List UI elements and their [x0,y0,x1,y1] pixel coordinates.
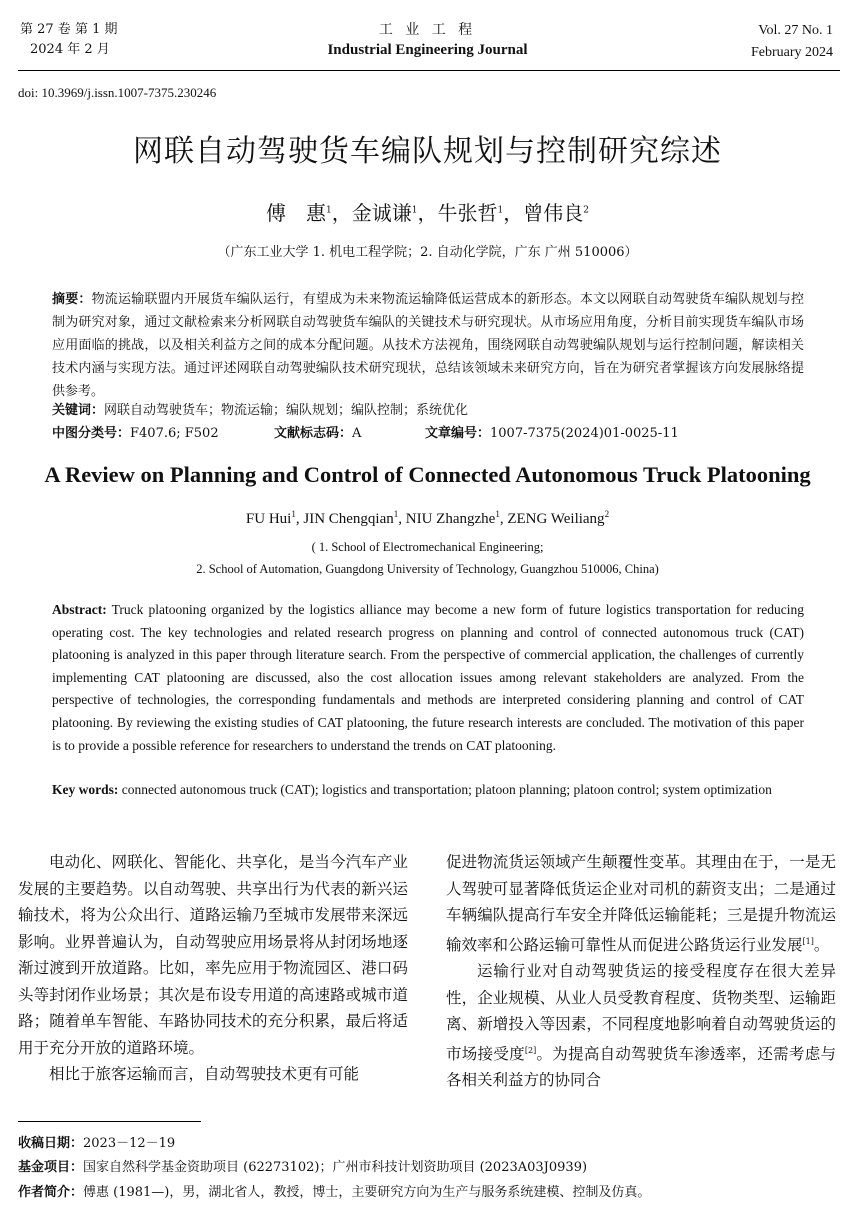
footnote-author-bio [18,1183,838,1203]
author-name: 曾伟良 [523,201,584,225]
volume-issue: 第 27 卷 第 1 期 [20,22,118,37]
abstract-cn-text: 物流运输联盟内开展货车编队运行，有望成为未来物流运输降低运营成本的新形态。本文以网联自动驾驶货车编队规划与控制为研究对象，通过文献检索来分析网联自动驾驶货车编队的关键技术与研究现状。从市场应用角度，分析目前实现货车编队市场应用面临的挑战，以及相关利益方之间的成本分配问题。从技术方法视角，围绕网联自动驾驶编队规划与运行控制问题，解读相关技术内涵与实现方法。通过评述网联自动驾驶编队技术研究现状，总结该领域未来研究方向，旨在为研究者掌握该方向发展脉络提供参考。 [52,292,804,399]
footnote-received [18,1134,838,1154]
author-affiliation-mark: 1 [326,205,332,216]
article-number-value: 1007-7375(2024)01-0025-11 [490,426,679,441]
citation-ref[interactable]: [2] [524,1045,537,1055]
abstract-en-label: Abstract: [52,602,107,617]
clc-value: F407.6; F502 [130,426,219,441]
abstract-en [52,599,804,757]
keywords-cn-label: 关键词： [52,403,105,418]
issue-date: 2024 年 2 月 [30,42,110,57]
author-affiliation-mark: 2 [583,205,589,216]
volume-issue-en: Vol. 27 No. 1 [758,23,833,38]
body-text: 。 [813,935,830,954]
clc-number [52,424,219,444]
author-name-en: NIU Zhangzhe [405,511,496,527]
issue-date-en: February 2024 [750,45,833,60]
body-text: 。为提高自动驾驶货车渗透率，还需考虑与各相关利益方的协同合 [446,1044,836,1090]
funding-label: 基金项目： [18,1160,84,1175]
article-number-label: 文章编号： [425,426,491,441]
title-en: A Review on Planning and Control of Connected Autonomous Truck Platooning [44,462,811,487]
abstract-cn-label: 摘要： [52,292,92,307]
citation-ref[interactable]: [1] [802,936,814,946]
authors-cn: 傅 惠$^1$，金诚谦$^1$，牛张哲$^1$，曾伟良$^2$ [266,201,589,225]
affiliation-en-line2: 2. School of Automation, Guangdong University of Technology, Guangzhou 510006, China) [196,562,659,576]
author-name-en: JIN Chengqian [303,511,394,527]
clc-label: 中图分类号： [52,426,131,441]
author-affiliation-mark: 2 [604,509,610,519]
author-name-en: ZENG Weiliang [507,511,605,527]
authors-en: FU Hui$^1$, JIN Chengqian$^1$, NIU Zhangzhe$^1$, ZENG Weiliang$^2$ [245,509,610,527]
body-paragraph: 电动化、网联化、智能化、共享化，是当今汽车产业发展的主要趋势。以自动驾驶、共享出行为代表的新兴运输技术，将为公众出行、道路运输乃至城市发展带来深远影响。业界普遍认为，自动驾驶应用场景将从封闭场地逐渐过渡到开放道路。比如，率先应用于物流园区、港口码头等封闭作业场景；其次是布设专用道的高速路或城市道路；随着单车智能、车路协同技术的充分积累，最后将适用于充分开放的道路环境。 [18,853,408,1057]
author-name: 金诚谦 [351,201,412,225]
footnote-funding [18,1158,838,1178]
affiliation-en-line1: ( 1. School of Electromechanical Engineering; [311,540,544,554]
author-affiliation-mark: 1 [393,509,399,519]
affiliation-cn: （广东工业大学 1. 机电工程学院；2. 自动化学院，广东 广州 510006） [217,245,638,260]
keywords-en-label: Key words: [52,782,119,797]
author-affiliation-mark: 1 [497,205,504,216]
abstract-cn [52,288,804,403]
body-paragraph [446,849,836,958]
received-value: 2023－12－19 [83,1136,176,1151]
affiliation-en [0,536,855,580]
author-affiliation-mark: 1 [495,509,500,519]
title-cn: 网联自动驾驶货车编队规划与控制研究综述 [133,134,722,169]
abstract-en-text: Truck platooning organized by the logistics alliance may become a new form of future logistics transportation for reducing operating cost. The key technologies and related research progress on planning and control of connected autonomous truck (CAT) platooning is analyzed in this paper through literature search. From the perspective of commercial application, the challenges of currently implementing CAT platooning are discussed, also the cost allocation issues among relevant stakeholders are analyzed. From the perspective of technologies, the corresponding fundamentals and methods are interpreted considering planning and control of CAT platooning. By reviewing the existing studies of CAT platooning, the future research interests are concluded. The motivation of this paper is to provide a possible reference for researchers to understand the trends on CAT platooning. [52,602,804,753]
funding-value: 国家自然科学基金资助项目 (62273102)；广州市科技计划资助项目 (2023A03J0939) [83,1160,588,1175]
author-affiliation-mark: 1 [411,205,418,216]
footnote-rule [18,1121,201,1122]
doi: doi: 10.3969/j.issn.1007-7375.230246 [18,85,217,100]
author-affiliation-mark: 1 [291,509,296,519]
journal-name-en: Industrial Engineering Journal [327,42,528,58]
author-bio-label: 作者简介： [18,1185,84,1200]
author-name-en: FU Hui [245,511,292,527]
body-paragraph: 相比于旅客运输而言，自动驾驶技术更有可能 [49,1065,360,1083]
issue-info-en [751,20,833,64]
body-column-right [446,849,836,1094]
author-name: 牛张哲 [437,201,498,225]
received-label: 收稿日期： [18,1136,84,1151]
keywords-cn-text: 网联自动驾驶货车；物流运输；编队规划；编队控制；系统优化 [104,403,469,418]
keywords-cn [52,401,804,421]
journal-name [0,20,855,60]
header-rule [18,70,840,71]
body-text: 促进物流货运领域产生颠覆性变革。其理由在于，一是无人驾驶可显著降低货运企业对司机的薪资支出；二是通过车辆编队提高行车安全并降低运输能耗；三是提升物流运输效率和公路运输可靠性从而促进公路货运行业发展 [446,853,836,954]
document-code [274,424,361,444]
author-name: 傅 惠 [266,201,327,225]
keywords-en [52,779,804,801]
body-column-left [18,849,408,1088]
body-text: 运输行业对自动驾驶货运的接受程度存在很大差异性，企业规模、从业人员受教育程度、货物类型、运输距离、新增投入等因素，不同程度地影响着自动驾驶货运的市场接受度 [446,962,836,1063]
body-paragraph [446,958,836,1094]
author-bio-value: 傅惠 (1981—)，男，湖北省人，教授，博士，主要研究方向为生产与服务系统建模、控制及仿真。 [83,1185,651,1200]
article-number [425,424,679,444]
keywords-en-text: connected autonomous truck (CAT); logistics and transportation; platoon planning; platoon control; system optimization [121,782,772,797]
journal-name-cn: 工 业 工 程 [378,22,477,38]
doc-code-label: 文献标志码： [274,426,353,441]
doc-code-value: A [352,426,362,441]
